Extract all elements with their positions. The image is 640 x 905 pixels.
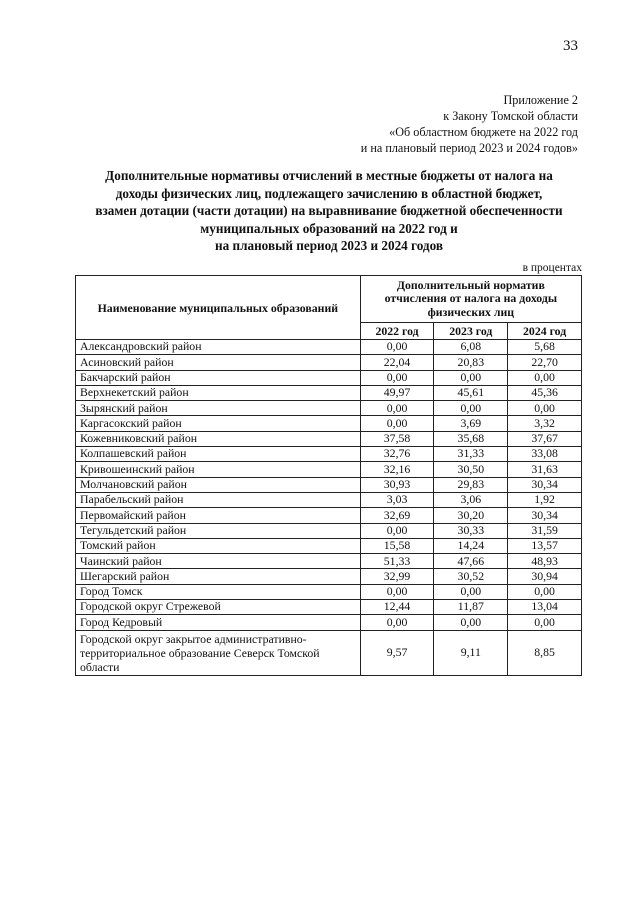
value-2022: 15,58	[360, 538, 434, 553]
table-row	[76, 508, 582, 523]
appendix-line: Приложение 2	[503, 93, 578, 107]
value-2024: 45,36	[508, 385, 582, 400]
table-body	[76, 340, 582, 676]
value-2022: 0,00	[360, 340, 434, 355]
value-2024: 0,00	[508, 584, 582, 599]
value-2022: 32,99	[360, 569, 434, 584]
value-2023: 6,08	[434, 340, 508, 355]
norms-table	[75, 275, 582, 676]
value-2024: 33,08	[508, 447, 582, 462]
table-row	[76, 370, 582, 385]
value-2023: 30,50	[434, 462, 508, 477]
municipality-name: Первомайский район	[76, 508, 361, 523]
table-row	[76, 630, 582, 675]
header-normative: Дополнительный норматив отчисления от налога на доходы физических лиц	[360, 276, 581, 323]
value-2022: 32,69	[360, 508, 434, 523]
value-2024: 48,93	[508, 554, 582, 569]
municipality-name: Городской округ закрытое административно-территориальное образование Северск Томской области	[76, 630, 361, 675]
value-2023: 0,00	[434, 615, 508, 630]
value-2023: 29,83	[434, 477, 508, 492]
value-2024: 3,32	[508, 416, 582, 431]
appendix-line: «Об областном бюджете на 2022 год	[389, 125, 578, 139]
table-row	[76, 447, 582, 462]
value-2023: 30,33	[434, 523, 508, 538]
value-2023: 20,83	[434, 355, 508, 370]
value-2022: 0,00	[360, 401, 434, 416]
municipality-name: Город Кедровый	[76, 615, 361, 630]
table-row	[76, 477, 582, 492]
table-row	[76, 340, 582, 355]
value-2023: 14,24	[434, 538, 508, 553]
value-2023: 45,61	[434, 385, 508, 400]
table-row	[76, 462, 582, 477]
header-year-2024: 2024 год	[508, 323, 582, 340]
table-row	[76, 538, 582, 553]
municipality-name: Городской округ Стрежевой	[76, 600, 361, 615]
municipality-name: Кривошеинский район	[76, 462, 361, 477]
value-2022: 30,93	[360, 477, 434, 492]
value-2022: 49,97	[360, 385, 434, 400]
value-2024: 13,04	[508, 600, 582, 615]
municipality-name: Город Томск	[76, 584, 361, 599]
municipality-name: Кожевниковский район	[76, 431, 361, 446]
municipality-name: Зырянский район	[76, 401, 361, 416]
title-line: взамен дотации (части дотации) на выравнивание бюджетной обеспеченности	[95, 203, 563, 218]
value-2024: 13,57	[508, 538, 582, 553]
value-2022: 51,33	[360, 554, 434, 569]
value-2022: 32,76	[360, 447, 434, 462]
value-2024: 30,94	[508, 569, 582, 584]
value-2024: 31,63	[508, 462, 582, 477]
value-2023: 30,20	[434, 508, 508, 523]
value-2022: 9,57	[360, 630, 434, 675]
title-line: муниципальных образований на 2022 год и	[200, 220, 458, 236]
value-2022: 0,00	[360, 584, 434, 599]
table-row	[76, 416, 582, 431]
value-2024: 30,34	[508, 508, 582, 523]
value-2024: 0,00	[508, 615, 582, 630]
appendix-line: к Закону Томской области	[443, 109, 578, 123]
municipality-name: Тегульдетский район	[76, 523, 361, 538]
table-row	[76, 401, 582, 416]
table-row	[76, 615, 582, 630]
municipality-name: Верхнекетский район	[76, 385, 361, 400]
value-2024: 0,00	[508, 401, 582, 416]
page-number: 33	[563, 38, 578, 54]
value-2024: 30,34	[508, 477, 582, 492]
value-2022: 0,00	[360, 523, 434, 538]
value-2023: 35,68	[434, 431, 508, 446]
municipality-name: Александровский район	[76, 340, 361, 355]
units-label: в процентах	[522, 262, 582, 274]
table-row	[76, 554, 582, 569]
value-2024: 37,67	[508, 431, 582, 446]
table-row	[76, 385, 582, 400]
header-year-2023: 2023 год	[434, 323, 508, 340]
value-2023: 47,66	[434, 554, 508, 569]
municipality-name: Парабельский район	[76, 492, 361, 507]
title-line: на плановый период 2023 и 2024 годов	[215, 238, 443, 253]
value-2024: 5,68	[508, 340, 582, 355]
value-2022: 0,00	[360, 416, 434, 431]
header-municipality: Наименование муниципальных образований	[76, 276, 361, 340]
title-line: Дополнительные нормативы отчислений в местные бюджеты от налога на	[105, 168, 553, 183]
municipality-name: Бакчарский район	[76, 370, 361, 385]
municipality-name: Колпашевский район	[76, 447, 361, 462]
value-2022: 22,04	[360, 355, 434, 370]
title-line: доходы физических лиц, подлежащего зачислению в областной бюджет,	[115, 185, 543, 201]
appendix-line: и на плановый период 2023 и 2024 годов»	[360, 141, 578, 155]
table-row	[76, 569, 582, 584]
document-title	[74, 167, 584, 255]
value-2023: 11,87	[434, 600, 508, 615]
value-2023: 0,00	[434, 401, 508, 416]
value-2023: 9,11	[434, 630, 508, 675]
value-2023: 3,69	[434, 416, 508, 431]
value-2023: 30,52	[434, 569, 508, 584]
value-2024: 0,00	[508, 370, 582, 385]
municipality-name: Чаинский район	[76, 554, 361, 569]
municipality-name: Молчановский район	[76, 477, 361, 492]
value-2023: 31,33	[434, 447, 508, 462]
municipality-name: Шегарский район	[76, 569, 361, 584]
table-row	[76, 492, 582, 507]
header-year-2022: 2022 год	[360, 323, 434, 340]
value-2024: 31,59	[508, 523, 582, 538]
value-2022: 0,00	[360, 615, 434, 630]
value-2022: 3,03	[360, 492, 434, 507]
table-row	[76, 523, 582, 538]
table-row	[76, 584, 582, 599]
value-2022: 37,58	[360, 431, 434, 446]
value-2024: 1,92	[508, 492, 582, 507]
value-2024: 8,85	[508, 630, 582, 675]
value-2022: 0,00	[360, 370, 434, 385]
municipality-name: Каргасокский район	[76, 416, 361, 431]
value-2023: 3,06	[434, 492, 508, 507]
value-2024: 22,70	[508, 355, 582, 370]
table-row	[76, 600, 582, 615]
table-row	[76, 355, 582, 370]
municipality-name: Асиновский район	[76, 355, 361, 370]
value-2023: 0,00	[434, 584, 508, 599]
value-2023: 0,00	[434, 370, 508, 385]
appendix-reference	[361, 92, 578, 156]
value-2022: 32,16	[360, 462, 434, 477]
value-2022: 12,44	[360, 600, 434, 615]
table-row	[76, 431, 582, 446]
municipality-name: Томский район	[76, 538, 361, 553]
